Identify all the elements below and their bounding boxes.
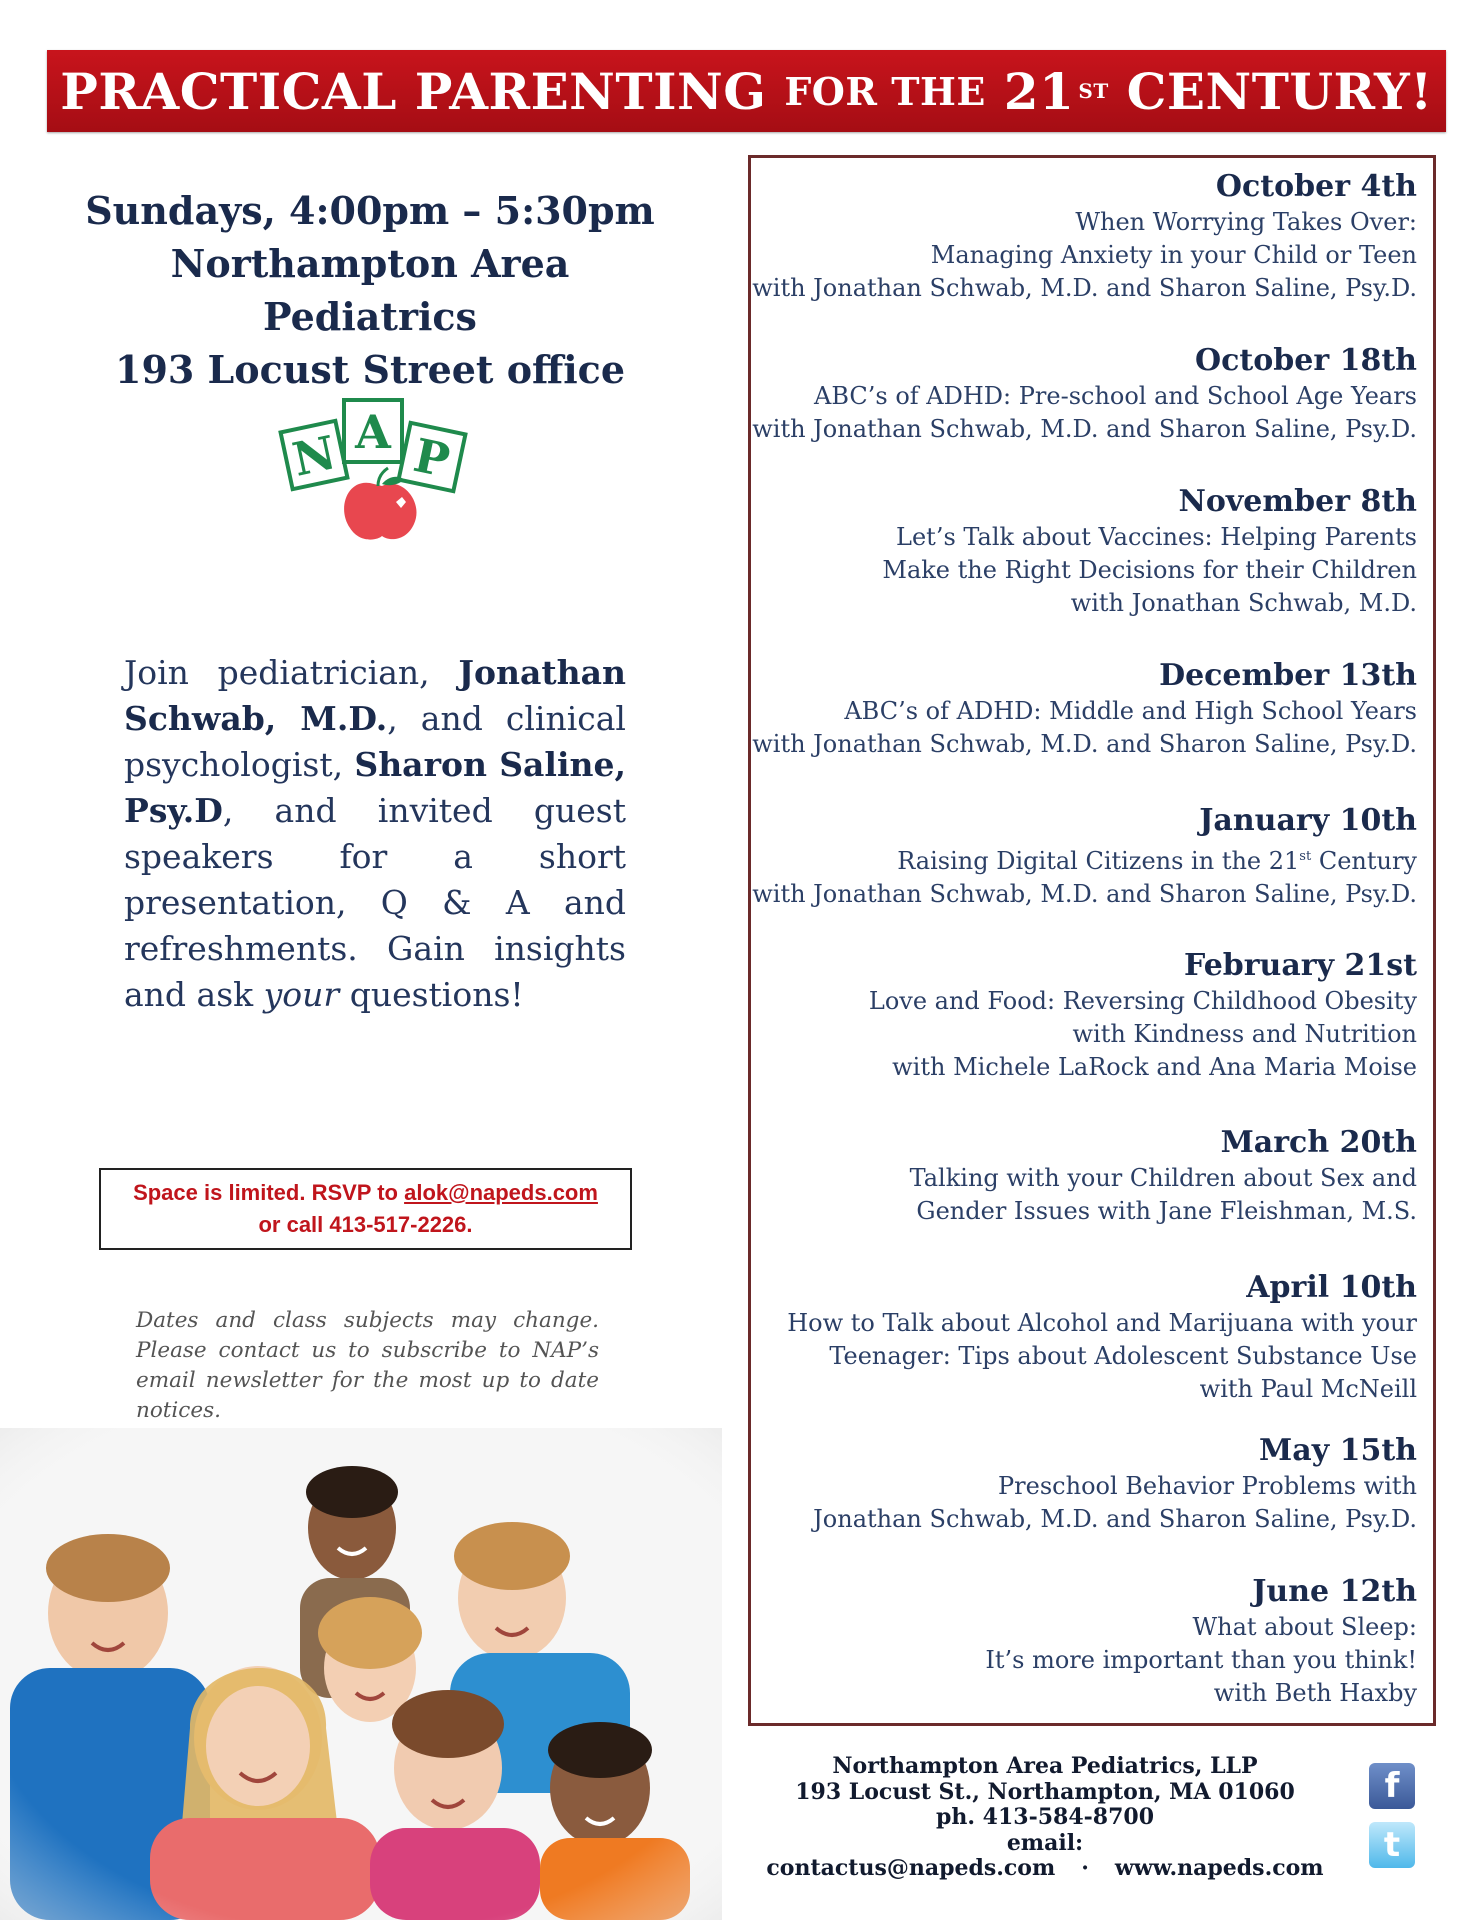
venue-time: Sundays, 4:00pm – 5:30pm — [85, 188, 655, 233]
rsvp-phone: or call 413-517-2226. — [258, 1212, 473, 1237]
logo-letter-p: P — [409, 427, 455, 488]
session-line: with Jonathan Schwab, M.D. and Sharon Saline, Psy.D. — [752, 274, 1417, 302]
session-november-8 — [882, 483, 1417, 620]
contact-web-line — [740, 1831, 1350, 1882]
intro-text-2: , and clinical psychologist, — [124, 699, 626, 784]
facebook-icon[interactable]: f — [1369, 1763, 1415, 1809]
session-line: Love and Food: Reversing Childhood Obesity — [868, 987, 1417, 1015]
session-date: December 13th — [1159, 658, 1417, 693]
rsvp-line-1 — [101, 1177, 630, 1209]
session-january-10 — [752, 802, 1417, 911]
session-june-12 — [985, 1573, 1417, 1710]
session-october-4 — [752, 168, 1417, 305]
contact-phone: ph. 413-584-8700 — [935, 1804, 1155, 1830]
session-line: with Jonathan Schwab, M.D. and Sharon Saline, Psy.D. — [752, 415, 1417, 443]
session-line: with Jonathan Schwab, M.D. and Sharon Saline, Psy.D. — [752, 880, 1417, 908]
session-date: October 18th — [1195, 343, 1417, 378]
session-line: Make the Right Decisions for their Children — [882, 556, 1417, 584]
disclaimer: Dates and class subjects may change. Please contact us to subscribe to NAP’s email newsletter for the most up to date notices. — [136, 1308, 599, 1423]
title-part-4: CENTURY! — [1126, 61, 1433, 121]
session-line: ABC’s of ADHD: Pre-school and School Age Years — [813, 382, 1417, 410]
venue-name: Northampton Area Pediatrics — [170, 241, 570, 339]
intro-italic: your — [263, 975, 340, 1014]
session-line: What about Sleep: — [1192, 1613, 1417, 1641]
intro-paragraph — [124, 650, 626, 1018]
contact-separator: · — [1081, 1855, 1089, 1881]
session-line: Teenager: Tips about Adolescent Substance Use — [829, 1342, 1417, 1370]
intro-text-4: questions! — [349, 975, 524, 1014]
intro-text-3: , and invited guest speakers for a short presentation, Q & A and refreshments. Gain insights and ask — [124, 791, 626, 1014]
title-banner — [47, 50, 1446, 132]
session-date: May 15th — [1259, 1433, 1417, 1468]
session-line: with Michele LaRock and Ana Maria Moise — [892, 1053, 1417, 1081]
intro-name-schwab: Jonathan Schwab, M.D. — [124, 653, 626, 738]
twitter-icon[interactable]: t — [1369, 1822, 1415, 1868]
session-line: with Jonathan Schwab, M.D. and Sharon Saline, Psy.D. — [752, 730, 1417, 758]
session-date: October 4th — [1215, 169, 1417, 204]
rsvp-email-link[interactable]: alok@napeds.com — [404, 1180, 598, 1205]
session-line: Managing Anxiety in your Child or Teen — [930, 241, 1417, 269]
session-october-18 — [752, 342, 1417, 446]
session-date: March 20th — [1220, 1125, 1417, 1160]
logo-letter-n: N — [288, 425, 341, 487]
contact-name: Northampton Area Pediatrics, LLP — [832, 1753, 1258, 1779]
children-photo — [0, 1428, 722, 1920]
contact-info — [740, 1754, 1350, 1882]
session-april-10 — [787, 1269, 1417, 1406]
session-line: Jonathan Schwab, M.D. and Sharon Saline, Psy.D. — [813, 1505, 1417, 1533]
session-line: It’s more important than you think! — [985, 1646, 1417, 1674]
session-line: ABC’s of ADHD: Middle and High School Years — [844, 697, 1417, 725]
session-date: January 10th — [1199, 803, 1417, 838]
session-line: with Jonathan Schwab, M.D. — [1070, 589, 1417, 617]
session-line: Raising Digital Citizens in the 21st Century — [897, 847, 1417, 875]
session-line: with Kindness and Nutrition — [1072, 1020, 1417, 1048]
session-line: How to Talk about Alcohol and Marijuana with your — [787, 1309, 1417, 1337]
venue-info — [60, 184, 680, 396]
session-december-13 — [752, 657, 1417, 761]
nap-apple-logo — [278, 398, 468, 548]
contact-email[interactable]: email: contactus@napeds.com — [766, 1829, 1084, 1881]
intro-text-1: Join pediatrician, — [124, 653, 430, 692]
rsvp-text: Space is limited. RSVP to — [133, 1180, 398, 1205]
title-part-1: PRACTICAL PARENTING — [60, 61, 767, 121]
contact-address: 193 Locust St., Northampton, MA 01060 — [795, 1778, 1295, 1805]
contact-website[interactable]: www.napeds.com — [1114, 1855, 1324, 1881]
title-part-2: FOR THE — [784, 68, 986, 114]
session-march-20 — [910, 1124, 1417, 1228]
title-superscript: ST — [1078, 79, 1109, 103]
session-date: November 8th — [1178, 484, 1417, 519]
session-line: Let’s Talk about Vaccines: Helping Parents — [896, 523, 1417, 551]
session-line: Gender Issues with Jane Fleishman, M.S. — [916, 1197, 1417, 1225]
rsvp-box — [99, 1168, 632, 1250]
session-line: When Worrying Takes Over: — [1075, 208, 1417, 236]
session-date: June 12th — [1252, 1574, 1417, 1609]
session-line: with Beth Haxby — [1213, 1679, 1417, 1707]
logo-letter-a: A — [355, 405, 391, 459]
title-part-3: 21 — [1003, 61, 1075, 121]
session-line: Preschool Behavior Problems with — [998, 1472, 1417, 1500]
session-february-21 — [869, 947, 1417, 1084]
session-date: April 10th — [1246, 1270, 1417, 1305]
session-date: February 21st — [1184, 948, 1417, 983]
session-line: with Paul McNeill — [1199, 1375, 1417, 1403]
schedule-box — [748, 155, 1436, 1726]
session-line: Talking with your Children about Sex and — [909, 1164, 1417, 1192]
session-may-15 — [813, 1432, 1417, 1536]
venue-address: 193 Locust Street office — [115, 347, 625, 392]
intro-name-saline: Sharon Saline, Psy.D — [124, 745, 626, 830]
